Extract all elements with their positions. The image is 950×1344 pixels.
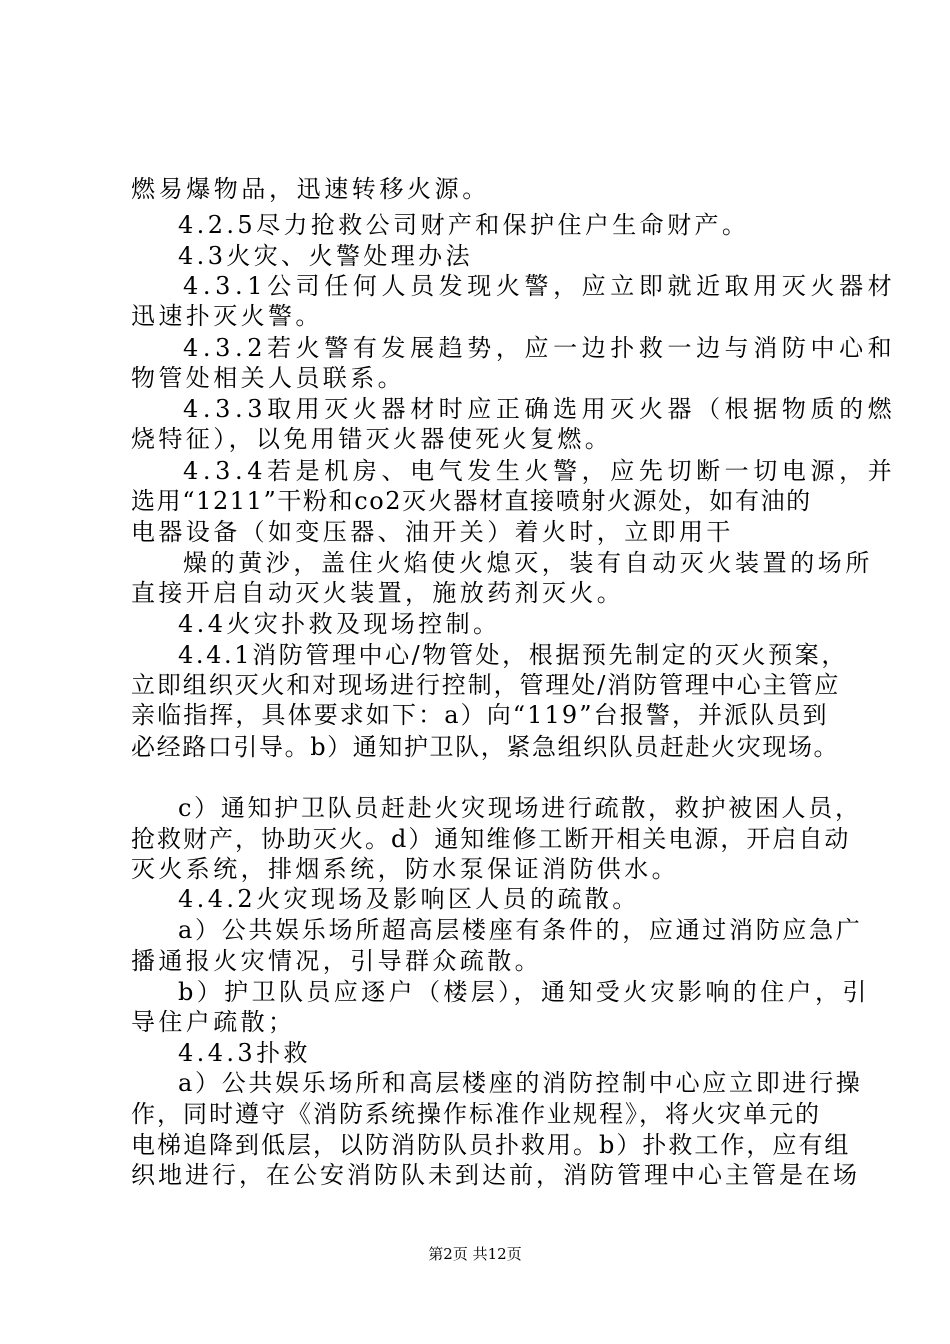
text-line: 迅速扑灭火警。 (131, 302, 323, 330)
text-line: 亲临指挥，具体要求如下：a）向“119”台报警，并派队员到 (131, 701, 829, 729)
text-line: b）护卫队员应逐户（楼层），通知受火灾影响的住户，引 (178, 978, 870, 1006)
text-line: 直接开启自动灭火装置，施放药剂灭火。 (131, 579, 625, 607)
text-line: 必经路口引导。b）通知护卫队，紧急组织队员赶赴火灾现场。 (131, 733, 840, 761)
text-line: 4.4.1消防管理中心/物管处，根据预先制定的灭火预案， (178, 641, 848, 669)
page-footer: 第2页 共12页 (428, 1245, 522, 1263)
text-line: 4.3.2若火警有发展趋势，应一边扑救一边与消防中心和 (183, 334, 897, 362)
text-line: a）公共娱乐场所和高层楼座的消防控制中心应立即进行操 (178, 1069, 863, 1097)
text-line: 4.4.2火灾现场及影响区人员的疏散。 (178, 885, 640, 913)
text-line: 烧特征），以免用错灭火器使死火复燃。 (131, 425, 613, 453)
text-line: 4.3.1公司任何人员发现火警，应立即就近取用灭火器材 (183, 272, 897, 300)
text-line: 4.3火灾、火警处理办法 (178, 242, 473, 270)
text-line: 电器设备（如变压器、油开关）着火时，立即用干 (131, 518, 734, 546)
text-line: a）公共娱乐场所超高层楼座有条件的，应通过消防应急广 (178, 916, 863, 944)
text-line: c）通知护卫队员赶赴火灾现场进行疏散，救护被困人员， (178, 794, 862, 822)
text-line: 燃易爆物品，迅速转移火源。 (131, 175, 490, 203)
text-line: 4.4.3扑救 (178, 1039, 311, 1067)
text-line: 燥的黄沙，盖住火焰使火熄灭，装有自动灭火装置的场所 (183, 549, 873, 577)
text-line: 选用“1211”干粉和co2灭火器材直接喷射火源处，如有油的 (131, 487, 812, 515)
text-line: 导住户疏散； (131, 1008, 296, 1036)
text-line: 织地进行，在公安消防队未到达前，消防管理中心主管是在场 (131, 1161, 860, 1189)
text-line: 4.3.3取用灭火器材时应正确选用灭火器（根据物质的燃 (183, 395, 897, 423)
text-line: 灭火系统，排烟系统，防水泵保证消防供水。 (131, 855, 679, 883)
text-line: 4.3.4若是机房、电气发生火警，应先切断一切电源，并 (183, 457, 897, 485)
text-line: 4.2.5尽力抢救公司财产和保护住户生命财产。 (178, 211, 750, 239)
text-line: 抢救财产，协助灭火。d）通知维修工断开相关电源，开启自动 (131, 825, 851, 853)
text-line: 物管处相关人员联系。 (131, 364, 405, 392)
text-line: 4.4火灾扑救及现场控制。 (178, 610, 501, 638)
text-line: 立即组织灭火和对现场进行控制，管理处/消防管理中心主管应 (131, 671, 841, 699)
text-line: 播通报火灾情况，引导群众疏散。 (131, 947, 542, 975)
text-line: 电梯追降到低层，以防消防队员扑救用。b）扑救工作，应有组 (131, 1131, 851, 1159)
text-line: 作，同时遵守《消防系统操作标准作业规程》，将火灾单元的 (131, 1100, 821, 1128)
